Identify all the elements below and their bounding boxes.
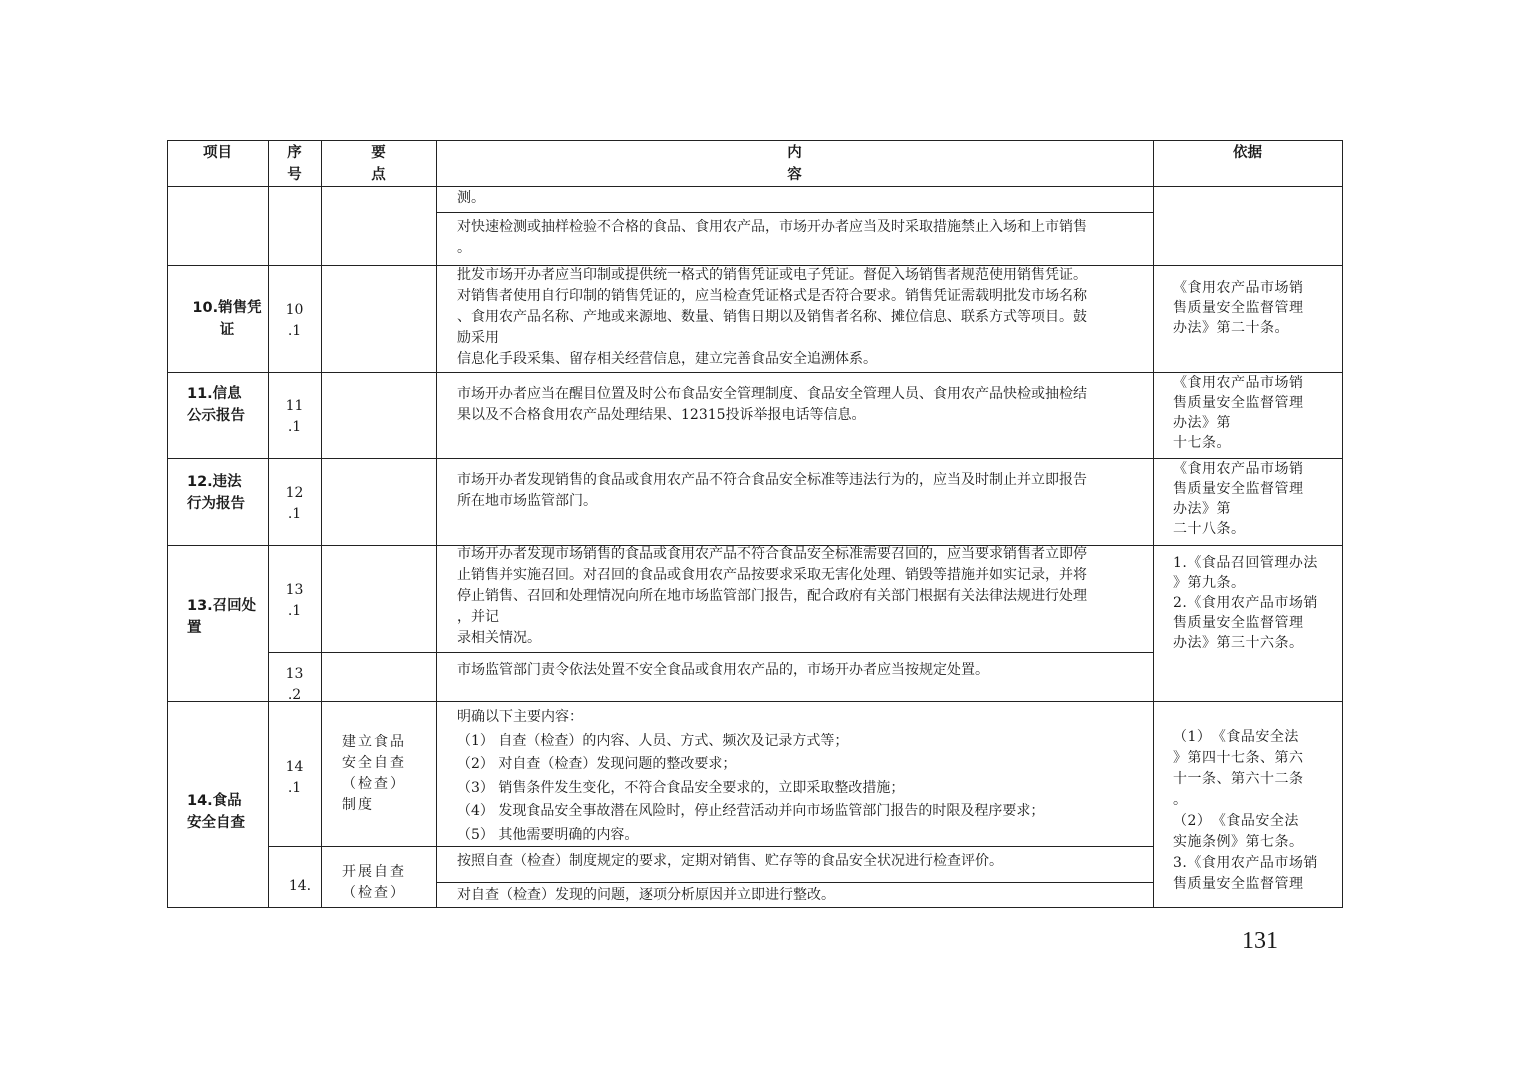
column-divider: [436, 140, 437, 908]
basis-cell: 《食用农产品市场销 售质量安全监督管理 办法》第 十七条。: [1173, 375, 1304, 451]
row-divider: [167, 372, 1343, 373]
header-divider: [167, 186, 1343, 187]
header-basis: 依据: [1233, 145, 1262, 161]
project-cell: 13.召回处 置: [187, 598, 257, 636]
regulation-table: [167, 140, 1343, 908]
seq-cell: 10 .1: [285, 302, 304, 339]
content-cell: 市场监管部门责令依法处置不安全食品或食用农产品的，市场开办者应当按规定处置。: [457, 662, 989, 678]
content-cell: 市场开办者发现销售的食品或食用农产品不符合食品安全标准等违法行为的，应当及时制止并立即报告 所在地市场监管部门。: [457, 472, 1087, 509]
column-divider: [1153, 140, 1154, 908]
content-cell: 按照自查（检查）制度规定的要求，定期对销售、贮存等的食品安全状况进行检查评价。: [457, 853, 1003, 869]
basis-cell: 《食用农产品市场销 售质量安全监督管理 办法》第 二十八条。: [1173, 461, 1304, 537]
table-border-left: [167, 140, 168, 908]
content-divider: [436, 212, 1154, 213]
row-divider: [167, 458, 1343, 459]
content-cell: 测。: [457, 190, 485, 206]
basis-cell: （1） 《食品安全法 》第四十七条、第六 十一条、第六十二条 。 （2） 《食品安全法 实施条例》第七条。 3.《食用农产品市场销 售质量安全监督管理: [1173, 729, 1318, 892]
project-cell: 14.食品 安全自查: [187, 793, 245, 831]
table-border-right: [1342, 140, 1343, 908]
row-divider: [167, 701, 1343, 702]
content-cell: 批发市场开办者应当印制或提供统一格式的销售凭证或电子凭证。督促入场销售者规范使用销售凭证。 对销售者使用自行印制的销售凭证的，应当检查凭证格式是否符合要求。销售凭证需载明批发市场名称 、食用农产品名称、产地或来源地、数量、销售日期以及销售者名称、摊位信息、联系方式等项目。鼓 励采用 信息化手段采集、留存相关经营信息，建立完善食品安全追溯体系。: [457, 267, 1087, 367]
project-cell: 11.信息 公示报告: [187, 386, 245, 424]
basis-cell: 1.《食品召回管理办法 》第九条。 2.《食用农产品市场销 售质量安全监督管理 办法》第三十六条。: [1173, 555, 1318, 651]
seq-cell: 14.: [288, 878, 312, 894]
project-cell: 10.销售凭 证: [192, 300, 262, 338]
header-content: 内 容: [787, 145, 802, 183]
header-point: 要 点: [371, 145, 386, 183]
seq-cell: 13 .1: [285, 582, 304, 619]
header-project: 项目: [203, 145, 232, 161]
table-border-top: [167, 140, 1343, 141]
seq-cell: 14 .1: [285, 759, 304, 796]
column-divider: [321, 140, 322, 908]
page-number: 131: [1242, 928, 1278, 954]
seq-cell: 12 .1: [285, 485, 304, 522]
point-cell: 建立食品 安全自查 （检查） 制度: [342, 734, 406, 813]
content-cell: 对快速检测或抽样检验不合格的食品、食用农产品，市场开办者应当及时采取措施禁止入场和上市销售 。: [457, 219, 1087, 256]
content-cell: 明确以下主要内容： （1） 自查（检查）的内容、人员、方式、频次及记录方式等； （2） 对自查（检查）发现问题的整改要求； （3） 销售条件发生变化，不符合食品安全要求的，立即采取整改措施； （4） 发现食品安全事故潜在风险时，停止经营活动并向市场监管部门报告的时限及程序要求； （5） 其他需要明确的内容。: [457, 709, 1045, 843]
seq-cell: 11 .1: [285, 398, 304, 435]
content-cell: 市场开办者发现市场销售的食品或食用农产品不符合食品安全标准需要召回的，应当要求销售者立即停 止销售并实施召回。对召回的食品或食用农产品按要求采取无害化处理、销毁等措施并如实记录，并将 停止销售、召回和处理情况向所在地市场监管部门报告，配合政府有关部门根据有关法律法规进行处理 ，并记 录相关情况。: [457, 546, 1087, 646]
header-seq: 序 号: [287, 145, 302, 183]
basis-cell: 《食用农产品市场销 售质量安全监督管理 办法》第二十条。: [1173, 280, 1304, 336]
subrow-divider: [268, 652, 1154, 653]
project-cell: 12.违法 行为报告: [187, 474, 245, 512]
seq-cell: 13 .2: [285, 666, 304, 703]
table-border-bottom: [167, 907, 1343, 908]
content-cell: 市场开办者应当在醒目位置及时公布食品安全管理制度、食品安全管理人员、食用农产品快检或抽检结 果以及不合格食用农产品处理结果、12315投诉举报电话等信息。: [457, 386, 1087, 423]
point-cell: 开展自查 （检查）: [342, 864, 406, 901]
content-cell: 对自查（检查）发现的问题，逐项分析原因并立即进行整改。: [457, 887, 835, 903]
content-divider: [436, 882, 1154, 883]
